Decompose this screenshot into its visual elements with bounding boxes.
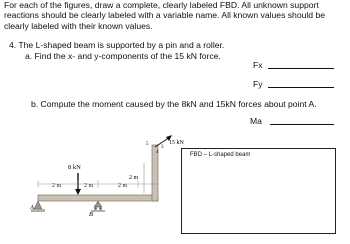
roller-support-b bbox=[91, 201, 105, 212]
horizontal-beam bbox=[38, 195, 158, 201]
fx-answer-blank[interactable] bbox=[268, 68, 334, 69]
slope-label-5: 5 bbox=[146, 142, 149, 147]
slope-label-4: 4 bbox=[156, 150, 159, 155]
fbd-drawing-area[interactable] bbox=[181, 148, 336, 234]
ma-label: Ma bbox=[250, 116, 262, 126]
dim-label-3: 2 m bbox=[118, 183, 128, 189]
fbd-title: FBD – L-shaped beam bbox=[190, 152, 251, 158]
question-4b-text: b. Compute the moment caused by the 8kN and 15kN forces about point A. bbox=[31, 99, 317, 109]
point-b-label: B bbox=[89, 211, 93, 218]
force-8kn-label: 8 kN bbox=[68, 164, 81, 171]
question-4a-text: a. Find the x- and y-components of the 15 kN force. bbox=[25, 51, 221, 61]
dim-label-2: 2 m bbox=[84, 183, 94, 189]
instructions-text: For each of the figures, draw a complete, clearly labeled FBD. All unknown support reactions should be clearly labeled with a variable name. All known values should be clearly labeled with their known values. bbox=[4, 0, 326, 31]
ma-answer-blank[interactable] bbox=[270, 124, 334, 125]
force-15kn-label: 15 kN bbox=[169, 140, 184, 146]
slope-label-3: 3 bbox=[161, 145, 164, 150]
l-beam-figure bbox=[30, 135, 184, 235]
fy-answer-blank[interactable] bbox=[268, 87, 334, 88]
dim-label-1: 2 m bbox=[52, 183, 62, 189]
point-a-label: A bbox=[30, 204, 34, 211]
fx-label: Fx bbox=[253, 60, 263, 70]
question-4-text: 4. The L-shaped beam is supported by a pin and a roller. bbox=[9, 40, 225, 50]
vertical-dim-label: 2 m bbox=[129, 175, 139, 181]
fy-label: Fy bbox=[253, 79, 263, 89]
